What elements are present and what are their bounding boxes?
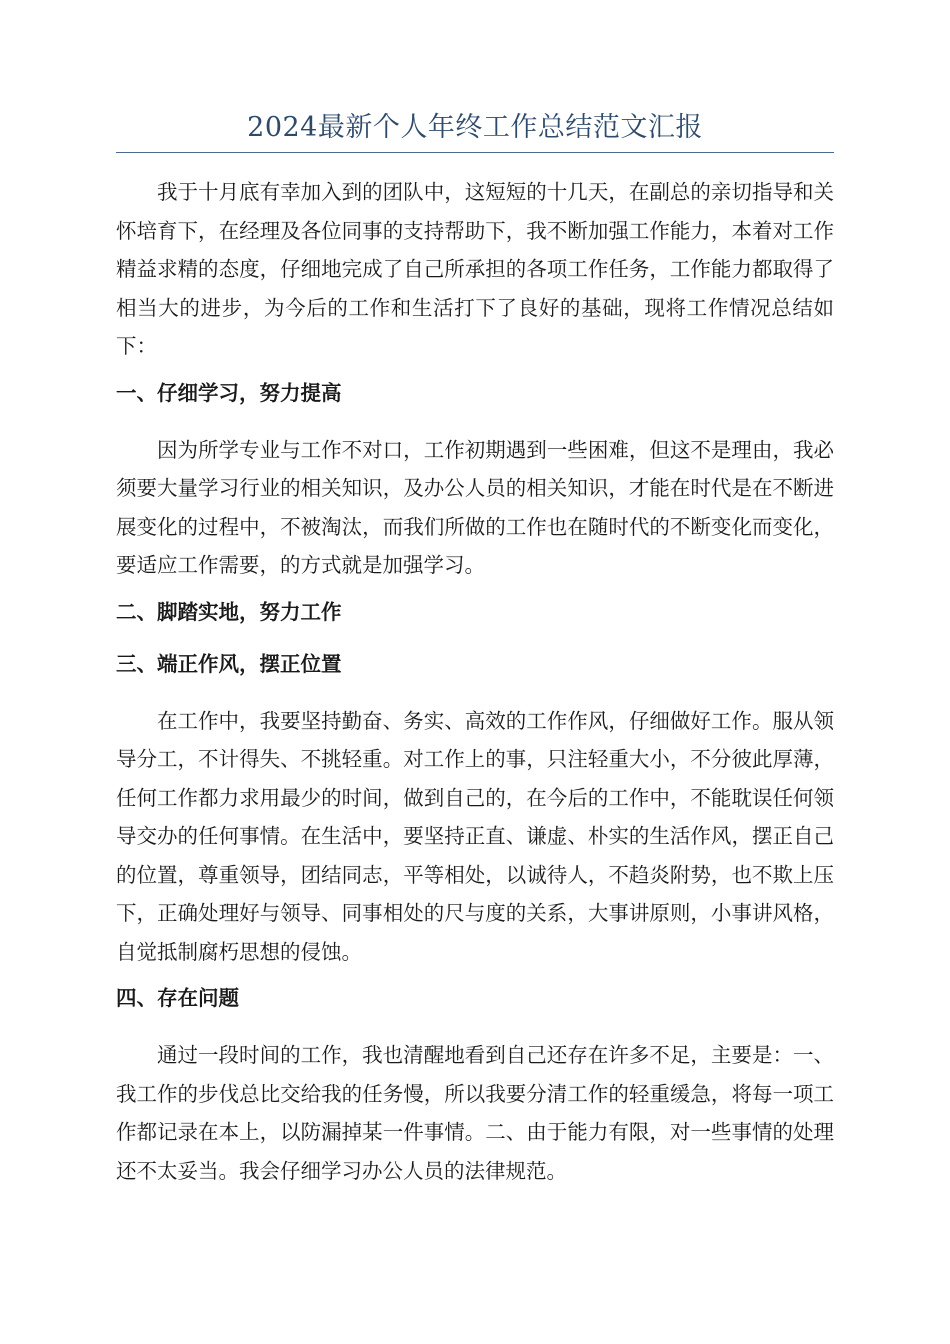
section-body-1: 因为所学专业与工作不对口，工作初期遇到一些困难，但这不是理由，我必须要大量学习行业的相关知识，及办公人员的相关知识，才能在时代是在不断进展变化的过程中，不被淘汰，而我们所做的工作也在随时代的不断变化而变化，要适应工作需要，的方式就是加强学习。 [116,437,834,577]
title-underline [116,152,834,153]
section-heading-1: 一、仔细学习，努力提高 [116,380,342,405]
intro-paragraph: 我于十月底有幸加入到的团队中，这短短的十几天，在副总的亲切指导和关怀培育下，在经理及各位同事的支持帮助下，我不断加强工作能力，本着对工作精益求精的态度，仔细地完成了自己所承担的各项工作任务，工作能力都取得了相当大的进步，为今后的工作和生活打下了良好的基础，现将工作情况总结如下： [116,180,834,358]
section-body-4: 通过一段时间的工作，我也清醒地看到自己还存在许多不足，主要是：一、我工作的步伐总比交给我的任务慢，所以我要分清工作的轻重缓急，将每一项工作都记录在本上，以防漏掉某一件事情。二、由于能力有限，对一些事情的处理还不太妥当。我会仔细学习办公人员的法律规范。 [116,1043,834,1183]
section-body-3: 在工作中，我要坚持勤奋、务实、高效的工作作风，仔细做好工作。服从领导分工，不计得失、不挑轻重。对工作上的事，只注轻重大小，不分彼此厚薄，任何工作都力求用最少的时间，做到自己的，在今后的工作中，不能耽误任何领导交办的任何事情。在生活中，要坚持正直、谦虚、朴实的生活作风，摆正自己的位置，尊重领导，团结同志，平等相处，以诚待人，不趋炎附势，也不欺上压下，正确处理好与领导、同事相处的尺与度的关系，大事讲原则，小事讲风格，自觉抵制腐朽思想的侵蚀。 [116,708,834,964]
section-heading-4: 四、存在问题 [116,986,239,1010]
section-heading-2: 二、脚踏实地，努力工作 [116,599,342,624]
document-title: 2024最新个人年终工作总结范文汇报 [247,112,703,143]
document-page [116,110,834,1203]
section-heading-3: 三、端正作风，摆正位置 [116,651,342,676]
